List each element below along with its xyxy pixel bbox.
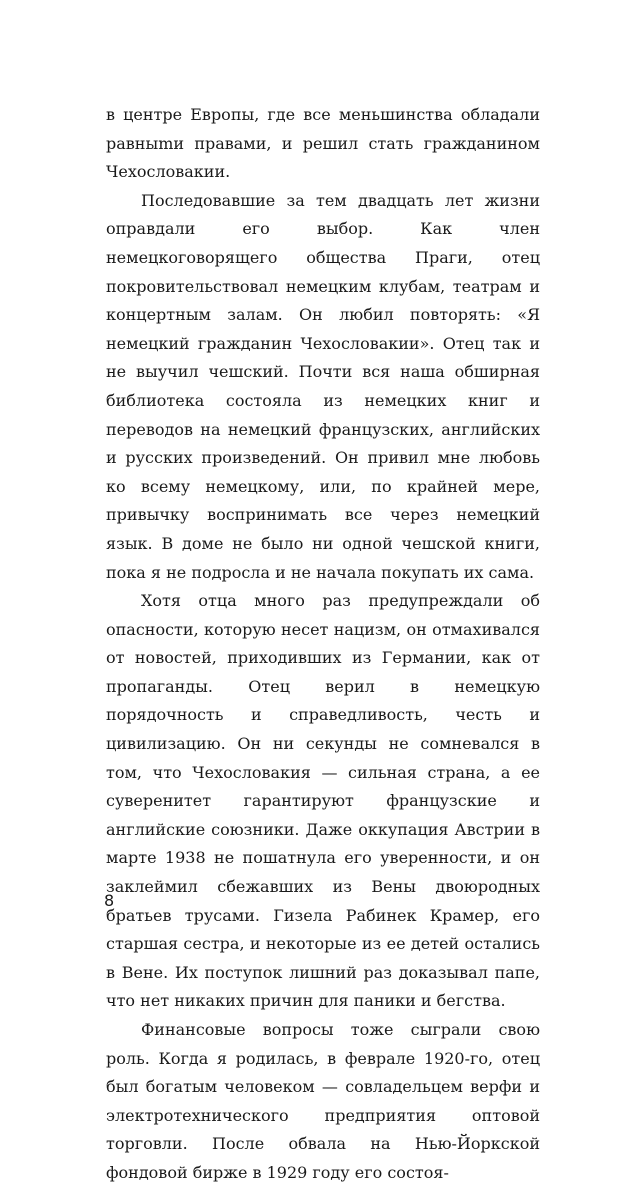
paragraph: Последовавшие за тем двадцать лет жизни оправдали его выбор. Как член немецкоговорящего общества Праги, отец покровительствовал немецким клубам, театрам и концертным залам. Он любил повторять: «Я немецкий гражданин Чехословакии». Отец так и не выучил чешский. Почти вся наша обширная библиотека состояла из немецких книг и переводов на немецкий французских, английских и русских произведений. Он привил мне любовь ко всему немецкому, или, по крайней мере, привычку воспринимать все через немецкий язык. В доме не было ни одной чешской книги, пока я не подросла и не начала покупать их сама. (106, 190, 540, 582)
page-number: 8 (104, 891, 115, 910)
page-body (106, 101, 540, 1188)
paragraph: Хотя отца много раз предупреждали об опасности, которую несет нацизм, он отмахивался от новостей, приходивших из Германии, как от пропаганды. Отец верил в немецкую порядочность и справедливость, честь и цивилизацию. Он ни секунды не сомневался в том, что Чехословакия — сильная страна, а ее суверенитет гарантируют французские и английские союзники. Даже оккупация Австрии в марте 1938 не пошатнула его уверенности, и он заклеймил сбежавших из Вены двоюродных братьев трусами. Гизела Рабинек Крамер, его старшая сестра, и некоторые из ее детей остались в Вене. Их поступок лишний раз доказывал папе, что нет никаких причин для паники и бегства. (106, 591, 540, 1011)
paragraph-continuation: в центре Европы, где все меньшинства обладали равныmи правами, и решил стать гражданином Чехословакии. (106, 105, 540, 182)
paragraph: Финансовые вопросы тоже сыграли свою роль. Когда я родилась, в феврале 1920-го, отец был богатым человеком — совладельцем верфи и электротехнического предприятия оптовой торговли. После обвала на Нью-Йоркской фондовой бирже в 1929 году его состоя- (106, 1020, 540, 1182)
